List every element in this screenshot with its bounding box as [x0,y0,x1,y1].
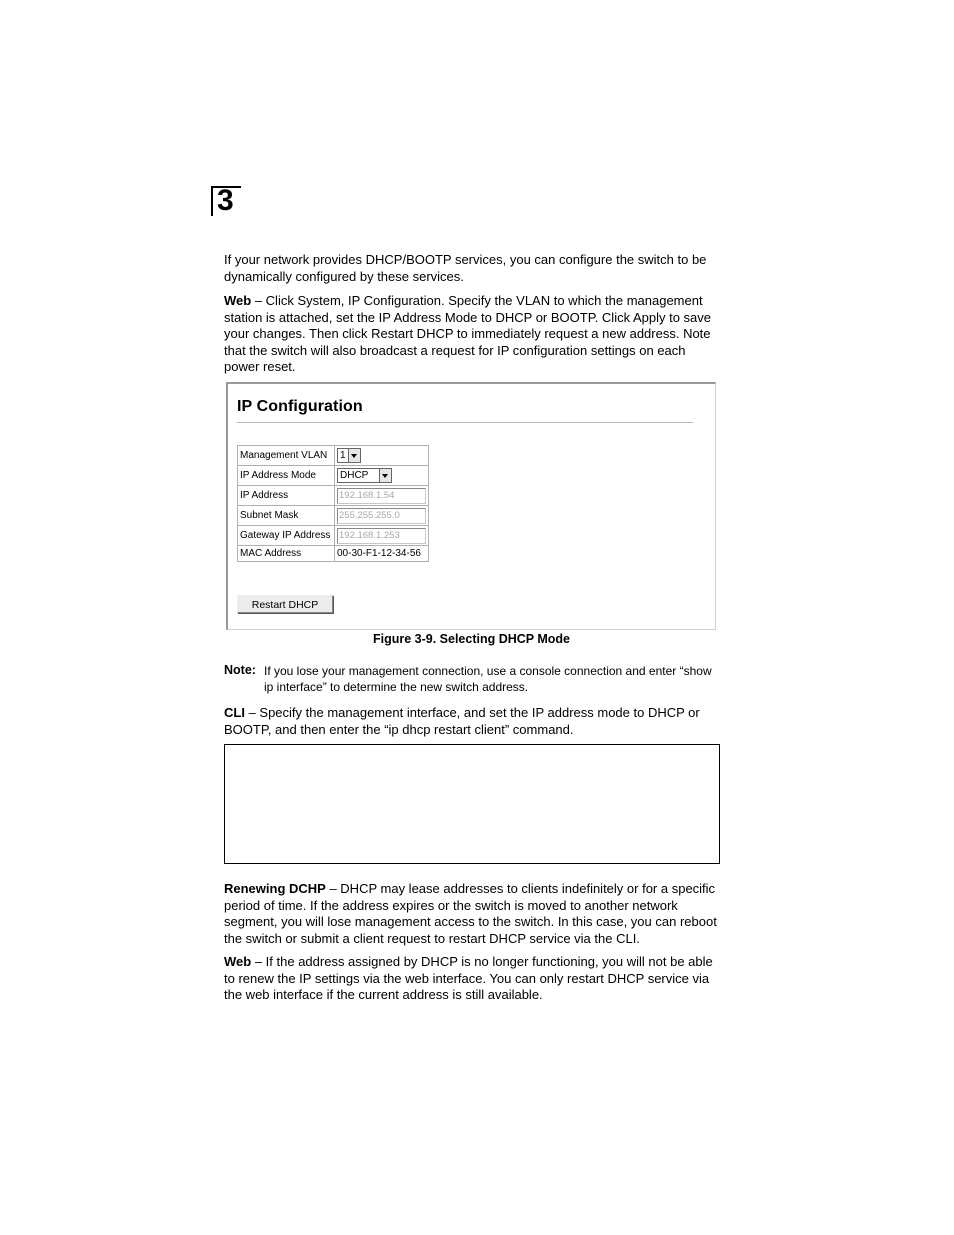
restart-dhcp-button[interactable]: Restart DHCP [237,595,333,613]
note-label: Note: [224,663,256,677]
management-vlan-label: Management VLAN [238,446,335,466]
subnet-mask-field[interactable]: 255.255.255.0 [337,508,426,524]
ip-address-mode-select[interactable]: DHCP [337,468,392,483]
cli-text: – Specify the management interface, and set the IP address mode to DHCP or BOOTP, and then enter the “ip dhcp restart client” command. [224,705,700,737]
mac-address-label: MAC Address [238,546,335,562]
renewing-label: Renewing DCHP [224,881,326,896]
intro-paragraph: If your network provides DHCP/BOOTP services, you can configure the switch to be dynamically configured by these services. [224,252,707,284]
ip-config-table [237,445,429,562]
web-label: Web [224,293,252,308]
chapter-number-box [211,186,241,216]
table-row [238,546,429,562]
title-divider [237,422,693,423]
web-label-2: Web [224,954,252,969]
cli-label: CLI [224,705,245,720]
subnet-mask-label: Subnet Mask [238,506,335,526]
table-row [238,526,429,546]
ip-address-field[interactable]: 192.168.1.54 [337,488,426,504]
web-paragraph [224,293,719,376]
web-text-2: – If the address assigned by DHCP is no longer functioning, you will not be able to renew the IP settings via the web interface. You can only restart DHCP service via the web interface if the current address is still available. [224,954,713,1003]
table-row [238,466,429,486]
renewing-paragraph [224,881,719,947]
gateway-ip-label: Gateway IP Address [238,526,335,546]
cli-example-box [224,744,720,864]
ip-address-mode-label: IP Address Mode [238,466,335,486]
figure-title: IP Configuration [237,398,363,415]
note-text: If you lose your management connection, use a console connection and enter “show ip interface” to determine the new switch address. [264,664,712,694]
renewing-text: – DHCP may lease addresses to clients indefinitely or for a specific period of time. If the address expires or the switch is moved to another network segment, you will lose management access to the switch. In this case, you can reboot the switch or submit a client request to restart DHCP service via the CLI. [224,881,717,946]
chapter-number: 3 [217,184,234,217]
figure-caption: Figure 3-9. Selecting DHCP Mode [372,632,571,646]
table-row [238,486,429,506]
chevron-down-icon [379,469,391,482]
table-row [238,506,429,526]
ip-configuration-figure [226,382,716,630]
mac-address-value: 00-30-F1-12-34-56 [335,546,429,562]
gateway-ip-field[interactable]: 192.168.1.253 [337,528,426,544]
ip-address-label: IP Address [238,486,335,506]
cli-paragraph [224,705,719,738]
chevron-down-icon [348,449,360,462]
table-row [238,446,429,466]
management-vlan-select[interactable]: 1 [337,448,361,463]
web-paragraph-2 [224,954,719,1004]
web-text: – Click System, IP Configuration. Specify the VLAN to which the management station is attached, set the IP Address Mode to DHCP or BOOTP. Click Apply to save your changes. Then click Restart DHCP to immediately request a new address. Note that the switch will also broadcast a request for IP configuration settings on each power reset. [224,293,712,375]
